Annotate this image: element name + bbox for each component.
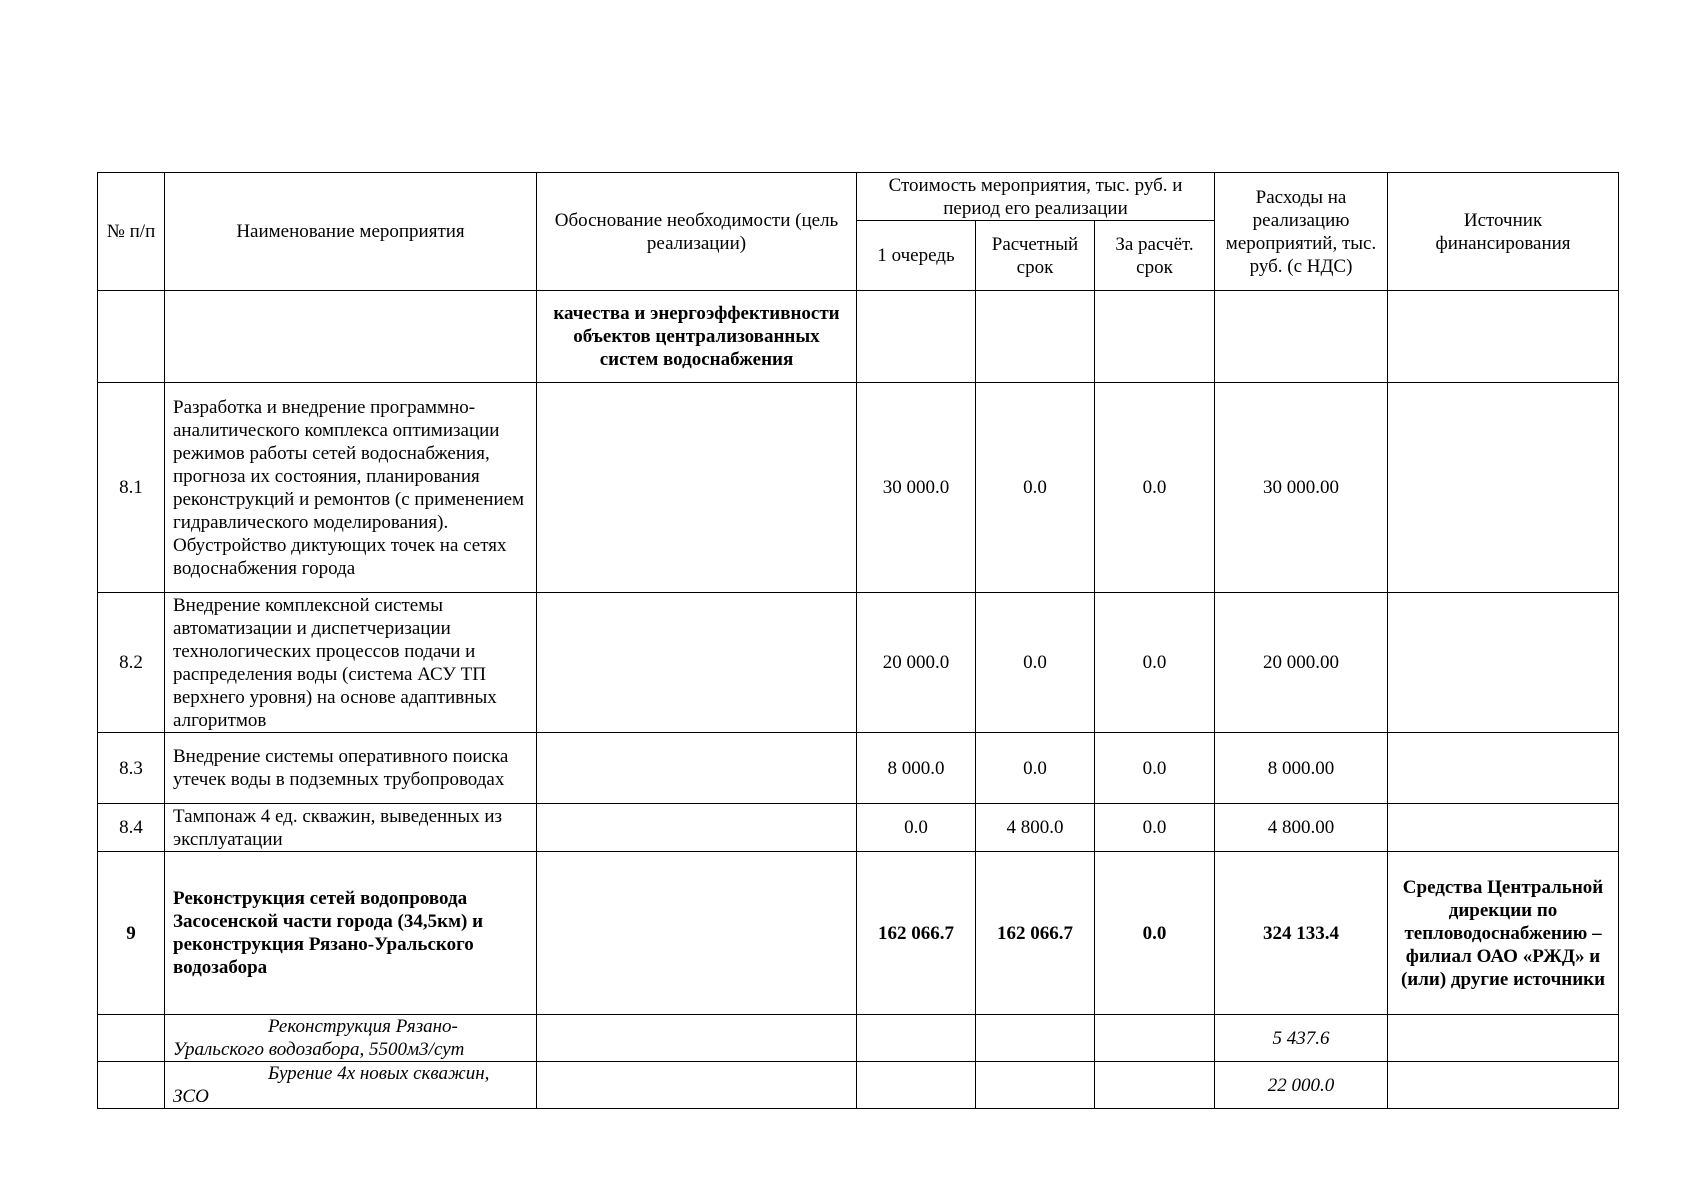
header-stage1: 1 очередь [857,221,976,291]
row-calc [976,1062,1095,1109]
row-basis: качества и энергоэффективности объектов централизованных систем водоснабжения [537,291,857,383]
row-total: 5 437.6 [1215,1015,1388,1062]
row-basis [537,383,857,593]
row-basis [537,733,857,804]
header-row-1 [98,173,1619,221]
table-row [98,852,1619,1015]
row-num [98,1062,165,1109]
row-stage1: 20 000.0 [857,593,976,733]
row-basis [537,1062,857,1109]
row-name: Реконструкция сетей водопровода Засосенской части города (34,5км) и реконструкция Рязано-Уральского водозабора [165,852,537,1015]
row-name [165,291,537,383]
row-num: 8.2 [98,593,165,733]
header-cost-group: Стоимость мероприятия, тыс. руб. и период его реализации [857,173,1215,221]
table-row [98,593,1619,733]
row-num: 8.4 [98,804,165,852]
row-num: 8.3 [98,733,165,804]
row-name: Бурение 4х новых скважин, ЗСО [165,1062,537,1109]
row-num [98,291,165,383]
row-stage1: 30 000.0 [857,383,976,593]
row-name: Реконструкция Рязано-Уральского водозабора, 5500м3/сут [165,1015,537,1062]
row-beyond: 0.0 [1095,852,1215,1015]
row-total: 8 000.00 [1215,733,1388,804]
row-stage1 [857,291,976,383]
row-stage1: 162 066.7 [857,852,976,1015]
row-calc: 0.0 [976,733,1095,804]
row-calc: 0.0 [976,383,1095,593]
row-calc [976,291,1095,383]
row-name: Тампонаж 4 ед. скважин, выведенных из эксплуатации [165,804,537,852]
row-beyond: 0.0 [1095,733,1215,804]
row-stage1 [857,1015,976,1062]
row-basis [537,804,857,852]
row-beyond [1095,1015,1215,1062]
row-total: 4 800.00 [1215,804,1388,852]
table-row [98,1062,1619,1109]
row-total: 30 000.00 [1215,383,1388,593]
row-name: Разработка и внедрение программно-аналитического комплекса оптимизации режимов работы сетей водоснабжения, прогноза их состояния, планирования реконструкций и ремонтов (с применением гидравлического моделирования). Обустройство диктующих точек на сетях водоснабжения города [165,383,537,593]
header-name: Наименование мероприятия [165,173,537,291]
row-num: 8.1 [98,383,165,593]
row-beyond [1095,1062,1215,1109]
row-stage1 [857,1062,976,1109]
row-calc: 4 800.0 [976,804,1095,852]
row-source [1388,1062,1619,1109]
header-expenses: Расходы на реализацию мероприятий, тыс. руб. (с НДС) [1215,173,1388,291]
row-beyond: 0.0 [1095,593,1215,733]
row-beyond: 0.0 [1095,804,1215,852]
row-source [1388,733,1619,804]
row-total: 22 000.0 [1215,1062,1388,1109]
table-row [98,804,1619,852]
header-num: № п/п [98,173,165,291]
row-calc: 0.0 [976,593,1095,733]
header-basis: Обоснование необходимости (цель реализации) [537,173,857,291]
row-calc [976,1015,1095,1062]
row-stage1: 0.0 [857,804,976,852]
row-source [1388,291,1619,383]
row-stage1: 8 000.0 [857,733,976,804]
table-row [98,291,1619,383]
row-beyond: 0.0 [1095,383,1215,593]
row-source: Средства Центральной дирекции по тепловодоснабжению – филиал ОАО «РЖД» и (или) другие источники [1388,852,1619,1015]
measures-table [97,172,1619,1109]
header-beyond-period: За расчёт. срок [1095,221,1215,291]
row-source [1388,1015,1619,1062]
row-num: 9 [98,852,165,1015]
table-row [98,733,1619,804]
header-calc-period: Расчетный срок [976,221,1095,291]
row-name: Внедрение комплексной системы автоматизации и диспетчеризации технологических процессов подачи и распределения воды (система АСУ ТП верхнего уровня) на основе адаптивных алгоритмов [165,593,537,733]
row-total [1215,291,1388,383]
row-calc: 162 066.7 [976,852,1095,1015]
table-row [98,383,1619,593]
row-num [98,1015,165,1062]
row-name: Внедрение системы оперативного поиска утечек воды в подземных трубопроводах [165,733,537,804]
row-source [1388,804,1619,852]
header-source: Источник финансирования [1388,173,1619,291]
row-total: 324 133.4 [1215,852,1388,1015]
row-source [1388,593,1619,733]
table-row [98,1015,1619,1062]
row-total: 20 000.00 [1215,593,1388,733]
row-basis [537,852,857,1015]
row-basis [537,593,857,733]
row-source [1388,383,1619,593]
row-basis [537,1015,857,1062]
row-beyond [1095,291,1215,383]
